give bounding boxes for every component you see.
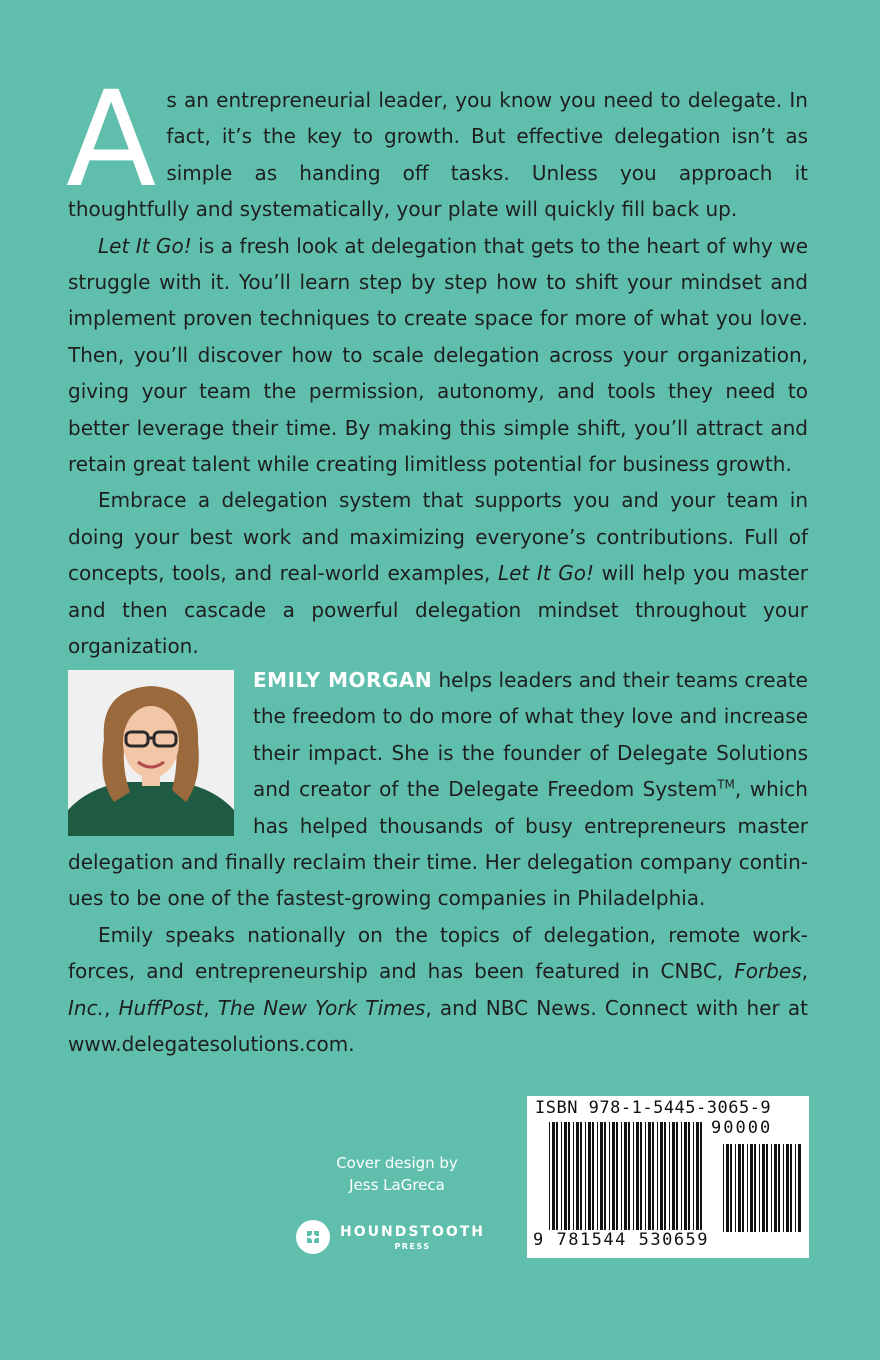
blurb-text-3a: Embrace a delegation system that supports you and your team in doing your best work and maximizing everyone’s contributions. Full of concepts, tools, and real-world examples, xyxy=(68,488,808,586)
blurb-text-3b: will help you master and then cascade a powerful delegation mindset throughout your organization. xyxy=(68,561,809,659)
blurb-paragraph-2 xyxy=(68,228,808,483)
publisher-wordmark xyxy=(340,1224,485,1251)
separator: , xyxy=(103,995,119,1020)
isbn-barcode xyxy=(527,1096,809,1258)
book-title-italic: Let It Go! xyxy=(98,233,192,258)
bio-paragraph-2 xyxy=(68,917,808,1063)
houndstooth-pattern-icon xyxy=(303,1227,323,1247)
media-inc: Inc. xyxy=(68,995,104,1020)
author-portrait-icon xyxy=(68,670,234,836)
ean-number: 9 781544 530659 xyxy=(533,1230,710,1250)
author-bio xyxy=(68,662,808,1062)
blurb-paragraph-3 xyxy=(68,482,808,664)
book-blurb xyxy=(66,63,809,665)
bio-text-2a: Emily speaks nationally on the topics of delegation, remote workforces, and entrepreneurship and has been featured in CNBC, xyxy=(68,922,808,984)
isbn-number: ISBN 978-1-5445-3065-9 xyxy=(535,1098,772,1118)
blurb-text-1: s an entrepreneurial leader, you know you need to delegate. In fact, it’s the key to growth. But effective delegation isn’t as simple as handing off tasks. Unless you approach it thoughtfully and systematically, your plate will quickly fill back up. xyxy=(68,88,808,222)
drop-cap: A xyxy=(66,63,157,217)
media-huffpost: HuffPost xyxy=(118,995,204,1020)
credit-line-1: Cover design by xyxy=(336,1154,458,1172)
credit-line-2: Jess LaGreca xyxy=(349,1176,445,1194)
media-forbes: Forbes xyxy=(734,959,802,984)
bio-text-1a: helps leaders and their teams create the freedom to do more of what they love and increase their impact. She is the founder of Delegate Solutions and creator of the Delegate Freedom System xyxy=(253,668,808,802)
publisher-logo xyxy=(296,1220,485,1254)
book-title-italic: Let It Go! xyxy=(497,561,594,586)
separator: , xyxy=(203,995,218,1020)
trademark: TM xyxy=(717,777,735,792)
media-nyt: The New York Times xyxy=(217,995,426,1020)
price-code: 90000 xyxy=(711,1118,773,1138)
publisher-name: HOUNDSTOOTH xyxy=(340,1223,486,1240)
blurb-paragraph-1 xyxy=(66,63,808,228)
publisher-sub: PRESS xyxy=(394,1241,431,1251)
houndstooth-logo-icon xyxy=(296,1220,330,1254)
bio-text-2b: , and NBC News. Connect with her at www.delegatesolutions.com. xyxy=(68,995,808,1057)
author-photo xyxy=(68,670,234,836)
separator: , xyxy=(801,959,808,984)
author-name: EMILY MORGAN xyxy=(253,668,433,692)
blurb-text-2: is a fresh look at delegation that gets to the heart of why we struggle with it. You’ll learn step by step how to shift your mindset and implement proven techniques to create space for more of what you love. Then, you’ll discover how to scale delegation across your organization, giving your team the permission, autonomy, and tools they need to better leverage their time. By making this simple shift, you’ll attract and retain great talent while creating limitless potential for business growth. xyxy=(68,233,808,477)
cover-design-credit xyxy=(312,1152,482,1196)
bio-text-1b: , which has helped thousands of busy entrepreneurs master delegation and finally reclaim their time. Her delegation company continues to be one of the fastest-growing companies in Philadelphia. xyxy=(68,777,808,911)
